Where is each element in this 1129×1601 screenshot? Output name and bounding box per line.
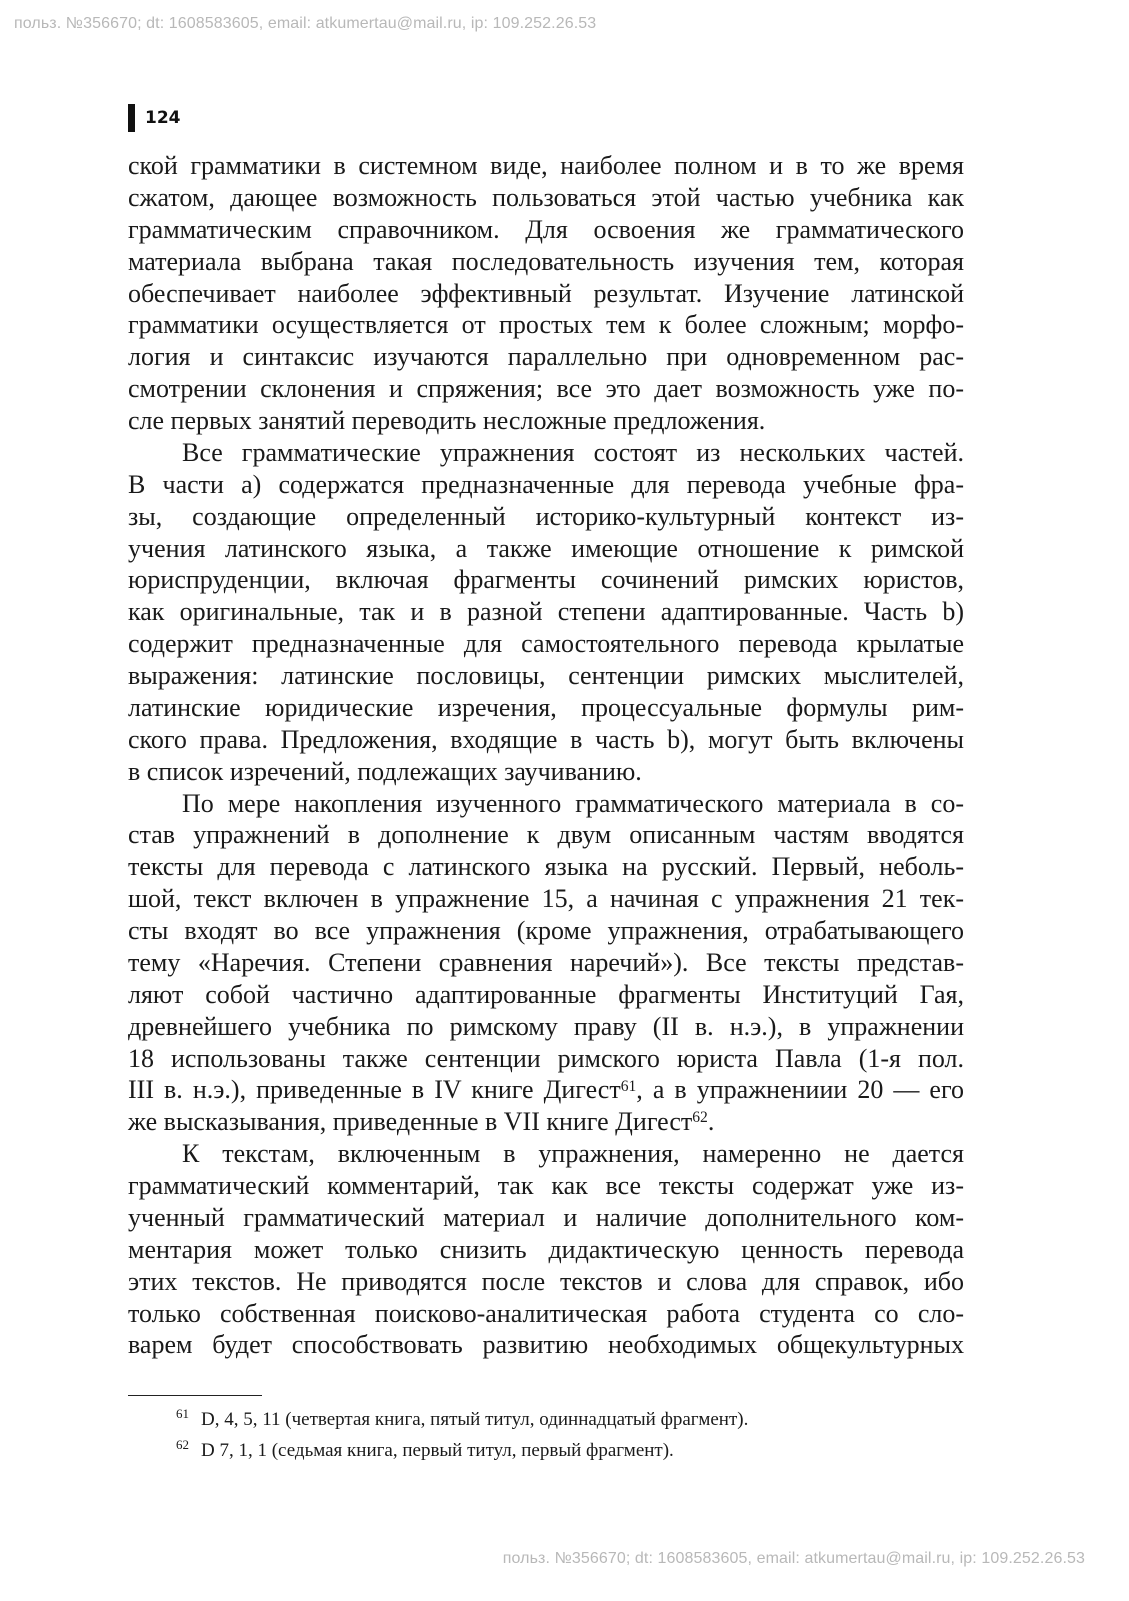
text-line: грамматический комментарий, так как все тексты содержат уже из- [128,1171,964,1200]
text-line: 18 использованы также сентенции римского юриста Павла (1-я пол. [128,1043,964,1073]
text-line: Все грамматические упражнения состоят из нескольких частей. [182,437,964,467]
text-line: этих текстов. Не приводятся после текстов и слова для справок, ибо [128,1266,964,1296]
text-line: учения латинского языка, а также имеющие отношение к римской [128,533,964,563]
footnote-ref[interactable]: 61 [620,1077,637,1095]
text-line: ского права. Предложения, входящие в часть b), могут быть включены [128,724,964,754]
footnotes [176,1405,748,1467]
text-line: только собственная поисково-аналитическая работа студента со сло- [128,1298,964,1328]
text-line: материала выбрана такая последовательность изучения тем, которая [128,246,964,276]
text-line: ученный грамматический материал и наличие дополнительного ком- [128,1202,964,1232]
page-number: 124 [145,108,181,128]
footnote-ref[interactable]: 62 [692,1109,708,1127]
footnote-text: D 7, 1, 1 (седьмая книга, первый титул, первый фрагмент). [201,1440,674,1461]
text-line: грамматики осуществляется от простых тем к более сложным; морфо- [128,310,964,340]
text-line: В части a) содержатся предназначенные для перевода учебные фра- [128,469,964,499]
text-line: варем будет способствовать развитию необходимых общекультурных [128,1330,964,1360]
text-segment: . [707,1107,715,1137]
text-line: логия и синтаксис изучаются параллельно при одновременном рас- [128,342,964,372]
text-line: грамматическим справочником. Для освоения же грамматического [128,214,964,244]
text-line: сле первых занятий переводить несложные предложения. [128,406,766,435]
footnote-62 [176,1436,748,1467]
text-line: тему «Наречия. Степени сравнения наречий»). Все тексты представ- [128,947,964,977]
text-line: ляют собой частично адаптированные фрагменты Институций Гая, [128,979,964,1009]
text-line [128,1106,964,1138]
watermark-top: польз. №356670; dt: 1608583605, email: atkumertau@mail.ru, ip: 109.252.26.53 [14,15,597,32]
text-line: латинские юридические изречения, процессуальные формулы рим- [128,692,964,722]
text-line: юриспруденции, включая фрагменты сочинений римских юристов, [128,565,964,595]
watermark-bottom: польз. №356670; dt: 1608583605, email: atkumertau@mail.ru, ip: 109.252.26.53 [502,1550,1085,1567]
text-line: как оригинальные, так и в разной степени адаптированные. Часть b) [128,597,964,627]
text-line [128,1074,964,1106]
footnote-number: 61 [176,1406,189,1421]
text-line: зы, создающие определенный историко-культурный контекст из- [128,501,964,531]
footnote-text: D, 4, 5, 11 (четвертая книга, пятый титул, одиннадцатый фрагмент). [201,1409,749,1430]
page-header [128,104,181,132]
text-line: ской грамматики в системном виде, наиболее полном и в то же время [128,151,964,180]
body-text [128,150,964,1361]
text-line: став упражнений в дополнение к двум описанным частям вводятся [128,820,964,850]
text-line: обеспечивает наиболее эффективный результат. Изучение латинской [128,278,964,308]
text-line: К текстам, включенным в упражнения, намеренно не дается [182,1139,964,1169]
footnote-number: 62 [176,1437,189,1452]
text-line: выражения: латинские пословицы, сентенции римских мыслителей, [128,661,964,690]
text-segment: , а в упражнениии 20 — его [636,1075,964,1105]
footnote-divider [128,1395,262,1396]
footnote-61 [176,1405,748,1436]
text-line: сты входят во все упражнения (кроме упражнения, отрабатывающего [128,916,964,945]
text-line: сжатом, дающее возможность пользоваться этой частью учебника как [128,182,964,212]
text-segment: же высказывания, приведенные в VII книге Дигест [128,1107,693,1137]
text-line: смотрении склонения и спряжения; все это дает возможность уже по- [128,374,964,404]
text-segment: III в. н.э.), приведенные в IV книге Дигест [128,1075,621,1105]
text-line: в список изречений, подлежащих заучиванию. [128,756,642,786]
text-line: По мере накопления изученного грамматического материала в со- [182,788,964,818]
text-line: содержит предназначенные для самостоятельного перевода крылатые [128,629,964,659]
text-line: ментария может только снизить дидактическую ценность перевода [128,1234,964,1264]
text-line: древнейшего учебника по римскому праву (II в. н.э.), в упражнении [128,1011,964,1041]
header-bar [128,104,135,132]
text-line: тексты для перевода с латинского языка на русский. Первый, неболь- [128,852,964,882]
text-line: шой, текст включен в упражнение 15, а начиная с упражнения 21 тек- [128,884,964,914]
